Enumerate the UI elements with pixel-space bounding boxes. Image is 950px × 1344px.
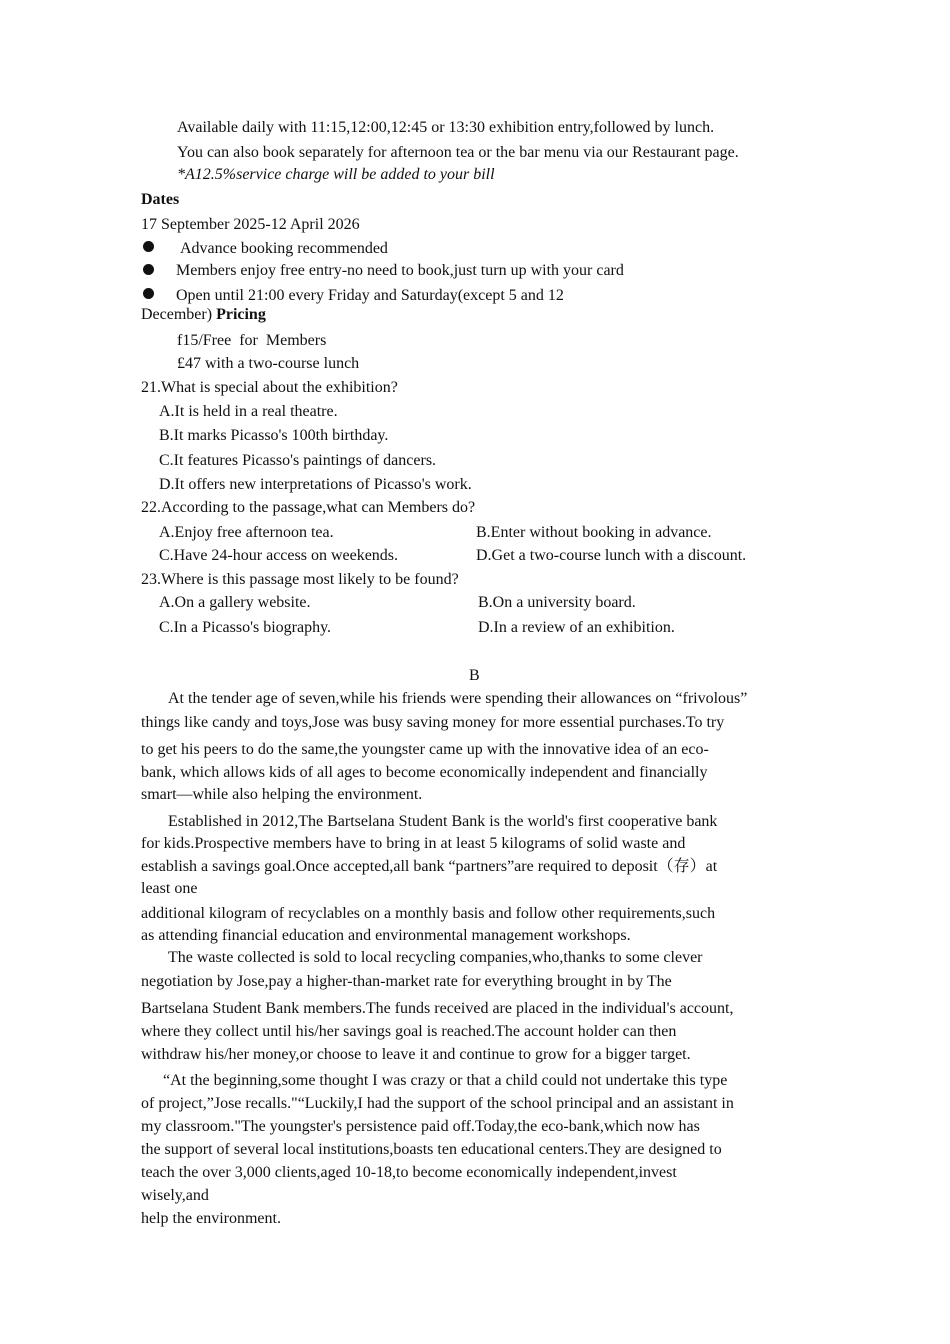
passage-line: my classroom."The youngster's persistence paid off.Today,the eco-bank,which now has [141, 1118, 700, 1135]
question-22-option-a: A.Enjoy free afternoon tea. [159, 524, 334, 541]
passage-line: smart—while also helping the environment. [141, 786, 423, 803]
passage-line: bank, which allows kids of all ages to become economically independent and financially [141, 764, 708, 781]
question-23-option-c: C.In a Picasso's biography. [159, 619, 332, 636]
question-23-option-b: B.On a university board. [478, 594, 636, 611]
passage-line: as attending financial education and environmental management workshops. [141, 927, 631, 944]
passage-line: where they collect until his/her savings goal is reached.The account holder can then [141, 1023, 677, 1040]
passage-line: negotiation by Jose,pay a higher-than-market rate for everything brought in by The [141, 973, 672, 990]
passage-line: of project,”Jose recalls."“Luckily,I had the support of the school principal and an assistant in [141, 1095, 734, 1112]
lunch-info-line-2: You can also book separately for afternoon tea or the bar menu via our Restaurant page. [177, 144, 739, 161]
question-21-option-b: B.It marks Picasso's 100th birthday. [159, 427, 389, 444]
bullet-dot-icon [143, 241, 154, 252]
passage-line: wisely,and [141, 1187, 209, 1204]
question-21-option-c: C.It features Picasso's paintings of dancers. [159, 452, 437, 469]
question-22-option-c: C.Have 24-hour access on weekends. [159, 547, 399, 564]
service-charge-note: *A12.5%service charge will be added to your bill [177, 166, 495, 183]
bullet-dot-icon [143, 264, 154, 275]
price-lunch: £47 with a two-course lunch [177, 355, 360, 372]
pricing-line [141, 305, 266, 325]
passage-line: The waste collected is sold to local recycling companies,who,thanks to some clever [168, 949, 703, 966]
passage-line: for kids.Prospective members have to bring in at least 5 kilograms of solid waste and [141, 835, 686, 852]
question-21-option-a: A.It is held in a real theatre. [159, 403, 338, 420]
passage-line: help the environment. [141, 1210, 281, 1227]
bullet-item-hours: Open until 21:00 every Friday and Saturday(except 5 and 12 [176, 287, 564, 304]
dates-heading: Dates [141, 191, 180, 208]
passage-line: things like candy and toys,Jose was busy saving money for more essential purchases.To try [141, 714, 725, 731]
passage-line: establish a savings goal.Once accepted,all bank “partners”are required to deposit（存）at [141, 858, 718, 875]
question-23-stem: 23.Where is this passage most likely to be found? [141, 571, 459, 588]
bullet-item-booking: Advance booking recommended [180, 240, 388, 257]
passage-line: At the tender age of seven,while his friends were spending their allowances on “frivolous” [168, 690, 748, 707]
question-21-option-d: D.It offers new interpretations of Picasso's work. [159, 476, 472, 493]
pricing-heading: Pricing [216, 306, 266, 323]
passage-line: Bartselana Student Bank members.The funds received are placed in the individual's account, [141, 1000, 734, 1017]
bullet-item-hours-continued: December) [141, 306, 213, 323]
passage-line: “At the beginning,some thought I was crazy or that a child could not undertake this type [163, 1072, 728, 1089]
passage-line: teach the over 3,000 clients,aged 10-18,to become economically independent,invest [141, 1164, 677, 1181]
question-22-option-b: B.Enter without booking in advance. [476, 524, 712, 541]
section-b-heading: B [469, 667, 480, 684]
passage-line: least one [141, 880, 198, 897]
bullet-dot-icon [143, 288, 154, 299]
passage-line: withdraw his/her money,or choose to leave it and continue to grow for a bigger target. [141, 1046, 691, 1063]
question-22-stem: 22.According to the passage,what can Members do? [141, 499, 476, 516]
question-22-option-d: D.Get a two-course lunch with a discount. [476, 547, 747, 564]
question-21-stem: 21.What is special about the exhibition? [141, 379, 398, 396]
dates-value: 17 September 2025-12 April 2026 [141, 216, 360, 233]
lunch-info-line-1: Available daily with 11:15,12:00,12:45 or 13:30 exhibition entry,followed by lunch. [177, 119, 715, 136]
question-23-option-a: A.On a gallery website. [159, 594, 311, 611]
question-23-option-d: D.In a review of an exhibition. [478, 619, 675, 636]
passage-line: additional kilogram of recyclables on a monthly basis and follow other requirements,such [141, 905, 716, 922]
passage-line: the support of several local institutions,boasts ten educational centers.They are designed to [141, 1141, 722, 1158]
price-members: f15/Free for Members [177, 332, 327, 349]
passage-line: Established in 2012,The Bartselana Student Bank is the world's first cooperative bank [168, 813, 718, 830]
passage-line: to get his peers to do the same,the youngster came up with the innovative idea of an eco- [141, 741, 709, 758]
bullet-item-members: Members enjoy free entry-no need to book,just turn up with your card [176, 262, 624, 279]
